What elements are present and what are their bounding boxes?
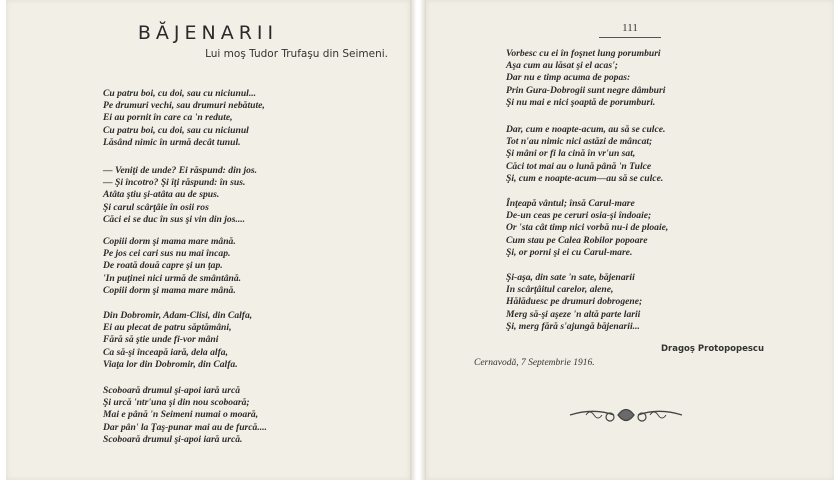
verse-line: Ca să-şi înceapă iară, dela alfa,: [103, 346, 228, 358]
page-number: 111: [622, 22, 638, 34]
verse-line: Ei au plecat de patru săptămâni,: [103, 322, 232, 334]
verse-line: Cum stau pe Calea Robilor popoare: [506, 234, 648, 246]
verse-line: Dar nu e timp acuma de popas:: [506, 72, 631, 84]
verse-line: Cu patru boi, cu doi, sau cu niciunul: [103, 124, 249, 136]
verse-line: Şi nu mai e nici şoaptă de porumburi.: [506, 96, 656, 108]
verse-line: Din Dobromir, Adam-Clisi, din Calfa,: [103, 310, 253, 321]
right-stanza-4: [506, 272, 642, 333]
verse-line: Scoboară drumul şi-apoi iară urcă.: [103, 433, 243, 445]
verse-line: Înţeapă vântul; însă Carul-mare: [506, 198, 635, 209]
verse-line: Or 'sta cât timp nici vorbă nu-i de ploaie,: [506, 222, 669, 234]
verse-line: Şi carul scârţâie în osii ros: [103, 201, 209, 213]
verse-line: Merg să-şi aşeze 'n altă parte larii: [506, 308, 641, 320]
verse-line: Cu patru boi, cu doi, sau cu niciunul...: [103, 88, 257, 99]
verse-line: Pe drumuri vechi, sau drumuri nebătute,: [103, 100, 265, 112]
place-date: Cernavodă, 7 Septembrie 1916.: [474, 358, 595, 368]
verse-line: 'In puţinei nici urmă de smântână.: [103, 272, 242, 284]
verse-line: Scoboară drumul şi-apoi iară urcă: [103, 385, 241, 396]
verse-line: Tot n'au nimic nici astăzi de mâncat;: [506, 136, 653, 148]
verse-line: Ei au pornit în care ca 'n redute,: [103, 112, 233, 124]
verse-line: Aşa cum au lăsat şi el acas';: [506, 60, 618, 72]
page-number-rule: [599, 37, 661, 38]
verse-line: Prin Gura-Dobrogii sunt negre dâmburi: [506, 84, 666, 96]
right-stanza-1: [506, 48, 665, 109]
right-page: [426, 0, 834, 480]
verse-line: In scârţâitul carelor, alene,: [506, 284, 614, 296]
verse-line: Atâta ştiu şi-atâta au de spus.: [103, 189, 220, 201]
verse-line: Fără să ştie unde fi-vor mâni: [103, 334, 219, 346]
verse-line: Mai e până 'n Seimeni numai o moară,: [103, 409, 259, 421]
verse-line: Şi, merg fără s'ajungă băjenarii...: [506, 320, 640, 332]
ornament-flourish: [566, 400, 686, 430]
poem-title: BĂJENARII: [137, 22, 279, 44]
verse-line: Căci tot mai au o lună până 'n Tulce: [506, 160, 652, 172]
verse-line: Lăsând nimic în urmă decât tunul.: [103, 136, 241, 148]
book-gutter: [410, 0, 426, 480]
verse-line: Pe jos cei cari sus nu mai încap.: [103, 248, 231, 260]
verse-line: Hălăduesc pe drumuri dobrogene;: [506, 296, 643, 308]
verse-line: Copiii dorm şi mama mare mână.: [103, 236, 236, 247]
left-stanza-3: [103, 236, 241, 297]
left-stanza-5: [103, 385, 267, 446]
verse-line: — Şi încotro? Şi îţi răspund: în sus.: [103, 177, 246, 189]
left-stanza-2: [103, 165, 257, 226]
verse-line: Dar pân' la Ţaş-punar mai au de furcă....: [103, 421, 267, 433]
verse-line: Dar, cum e noapte-acum, au să se culce.: [506, 124, 666, 135]
verse-line: — Veniţi de unde? Ei răspund: din jos.: [103, 165, 258, 176]
verse-line: Şi mâni or fi la cină în vr'un sat,: [506, 148, 636, 160]
dedication: Lui moş Tudor Trufaşu din Seimeni.: [205, 48, 388, 60]
verse-line: De-un ceas pe ceruri osia-şi îndoaie;: [506, 210, 652, 222]
left-stanza-1: [103, 88, 265, 149]
right-stanza-3: [506, 198, 668, 259]
left-stanza-4: [103, 310, 252, 371]
verse-line: Viaţa lor din Dobromir, din Calfa.: [103, 358, 238, 370]
verse-line: De roată două capre şi un ţap.: [103, 260, 223, 272]
verse-line: Copiii dorm şi mama mare mână.: [103, 284, 236, 296]
left-page: [6, 0, 410, 480]
verse-line: Şi urcă 'ntr'una şi din nou scoboară;: [103, 397, 250, 409]
right-stanza-2: [506, 124, 665, 185]
verse-line: Căci ei se duc în sus şi vin din jos....: [103, 213, 246, 225]
verse-line: Şi, cum e noapte-acum—au să se culce.: [506, 172, 664, 184]
verse-line: Şi-aşa, din sate 'n sate, băjenarii: [506, 272, 635, 283]
verse-line: Şi, or porni şi ei cu Carul-mare.: [506, 246, 633, 258]
verse-line: Vorbesc cu ei în foşnet lung porumburi: [506, 48, 661, 59]
author-signature: Dragoş Protopopescu: [660, 344, 764, 354]
